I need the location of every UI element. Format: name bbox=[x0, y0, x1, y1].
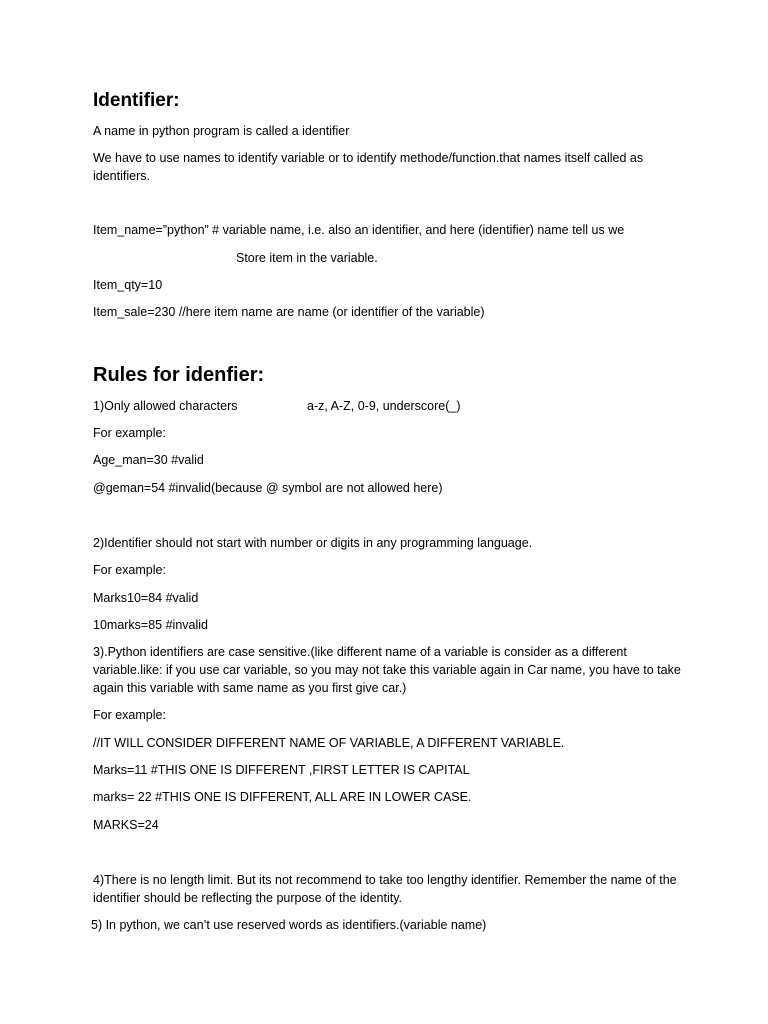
rule2-text: 2)Identifier should not start with number or digits in any programming language. bbox=[93, 536, 533, 550]
rule1-example-label: For example: bbox=[93, 426, 166, 440]
rule1-example-valid: Age_man=30 #valid bbox=[93, 453, 204, 467]
rule1-example-invalid: @geman=54 #invalid(because @ symbol are not allowed here) bbox=[93, 481, 443, 495]
rule3-example-label: For example: bbox=[93, 708, 166, 722]
rule2-example-invalid: 10marks=85 #invalid bbox=[93, 618, 208, 632]
rule3-example-upper: MARKS=24 bbox=[93, 818, 159, 832]
code-item-sale: Item_sale=230 //here item name are name (or identifier of the variable) bbox=[93, 305, 485, 319]
rules-heading: Rules for idenfier: bbox=[93, 364, 265, 386]
rule2-example-valid: Marks10=84 #valid bbox=[93, 591, 199, 605]
rule3-text: 3).Python identifiers are case sensitive.(like different name of a variable is consider as a different variable.like: if you use car variable, so you may not take this variable again in Car name, you have to take again this variable with same name as you first give car.) bbox=[93, 645, 681, 695]
rule1-allowed-chars: a-z, A-Z, 0-9, underscore(_) bbox=[307, 399, 461, 413]
rule3-note: //IT WILL CONSIDER DIFFERENT NAME OF VARIABLE, A DIFFERENT VARIABLE. bbox=[93, 736, 565, 750]
rule3-example-lower: marks= 22 #THIS ONE IS DIFFERENT, ALL ARE IN LOWER CASE. bbox=[93, 790, 472, 804]
rule4-text: 4)There is no length limit. But its not recommend to take too lengthy identifier. Remember the name of the identifier should be reflecting the purpose of the identity. bbox=[93, 873, 677, 905]
identifier-explanation: We have to use names to identify variable or to identify methode/function.that names itself called as identifiers. bbox=[93, 151, 644, 183]
rule5-text: 5) In python, we can’t use reserved words as identifiers.(variable name) bbox=[91, 918, 487, 932]
rule3-example-capital: Marks=11 #THIS ONE IS DIFFERENT ,FIRST LETTER IS CAPITAL bbox=[93, 763, 470, 777]
identifier-definition: A name in python program is called a identifier bbox=[93, 124, 350, 138]
rule2-example-label: For example: bbox=[93, 563, 166, 577]
identifier-heading: Identifier: bbox=[93, 90, 180, 111]
code-item-name: Item_name=”python” # variable name, i.e. also an identifier, and here (identifier) name tell us we bbox=[93, 223, 625, 237]
rule1-label: 1)Only allowed characters bbox=[93, 399, 238, 413]
code-item-name-continuation: Store item in the variable. bbox=[236, 251, 378, 265]
code-item-qty: Item_qty=10 bbox=[93, 278, 163, 292]
